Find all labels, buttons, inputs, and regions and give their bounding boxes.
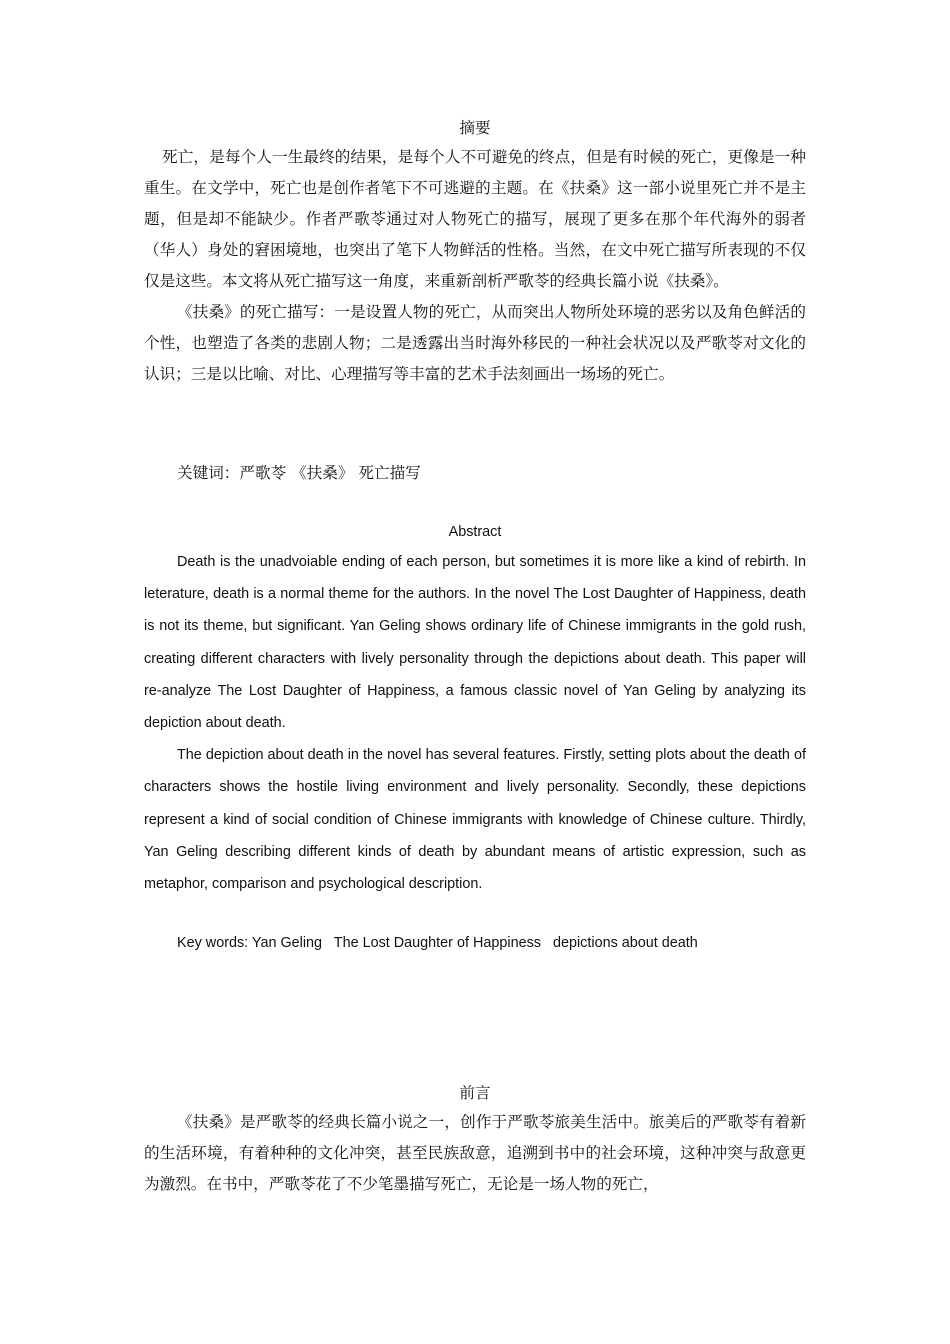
abstract-en-body	[144, 546, 806, 900]
abstract-cn-paragraph-2: 《扶桑》的死亡描写：一是设置人物的死亡，从而突出人物所处环境的恶劣以及角色鲜活的个性，也塑造了各类的悲剧人物；二是透露出当时海外移民的一种社会状况以及严歌苓对文化的认识；三是以比喻、对比、心理描写等丰富的艺术手法刻画出一场场的死亡。	[144, 303, 806, 383]
abstract-en-paragraph-1: Death is the unadvoiable ending of each person, but sometimes it is more like a kind of rebirth. In leterature, death is a normal theme for the authors. In the novel The Lost Daughter of Happiness, death is not its theme, but significant. Yan Geling shows ordinary life of Chinese immigrants in the gold rush, creating different characters with lively personality through the depictions about death. This paper will re-analyze The Lost Daughter of Happiness, a famous classic novel of Yan Geling by analyzing its depiction about death.	[144, 554, 806, 732]
abstract-cn-body	[144, 142, 806, 390]
preface-body	[144, 1107, 806, 1200]
abstract-en-paragraph-2: The depiction about death in the novel has several features. Firstly, setting plots about the death of characters shows the hostile living environment and lively personality. Secondly, these depictions represent a kind of social condition of Chinese immigrants with knowledge of Chinese culture. Thirdly, Yan Geling describing different kinds of death by abundant means of artistic expression, such as metaphor, comparison and psychological description.	[144, 747, 806, 893]
abstract-en-title: Abstract	[448, 524, 502, 540]
preface-title: 前言	[459, 1084, 491, 1102]
preface-paragraph-1: 《扶桑》是严歌苓的经典长篇小说之一，创作于严歌苓旅美生活中。旅美后的严歌苓有着新的生活环境，有着种种的文化冲突，甚至民族敌意，追溯到书中的社会环境，这种冲突与敌意更为激烈。在书中，严歌苓花了不少笔墨描写死亡，无论是一场人物的死亡，	[144, 1113, 806, 1193]
abstract-cn-title: 摘要	[459, 119, 491, 137]
abstract-cn-keywords: 关键词：严歌苓 《扶桑》 死亡描写	[177, 464, 421, 482]
abstract-en-keywords: Key words: Yan Geling The Lost Daughter of Happiness depictions about death	[177, 935, 698, 951]
abstract-cn-paragraph-1: 死亡，是每个人一生最终的结果，是每个人不可避免的终点，但是有时候的死亡，更像是一种重生。在文学中，死亡也是创作者笔下不可逃避的主题。在《扶桑》这一部小说里死亡并不是主题，但是却不能缺少。作者严歌苓通过对人物死亡的描写，展现了更多在那个年代海外的弱者（华人）身处的窘困境地，也突出了笔下人物鲜活的性格。当然，在文中死亡描写所表现的不仅仅是这些。本文将从死亡描写这一角度，来重新剖析严歌苓的经典长篇小说《扶桑》。	[144, 148, 806, 290]
